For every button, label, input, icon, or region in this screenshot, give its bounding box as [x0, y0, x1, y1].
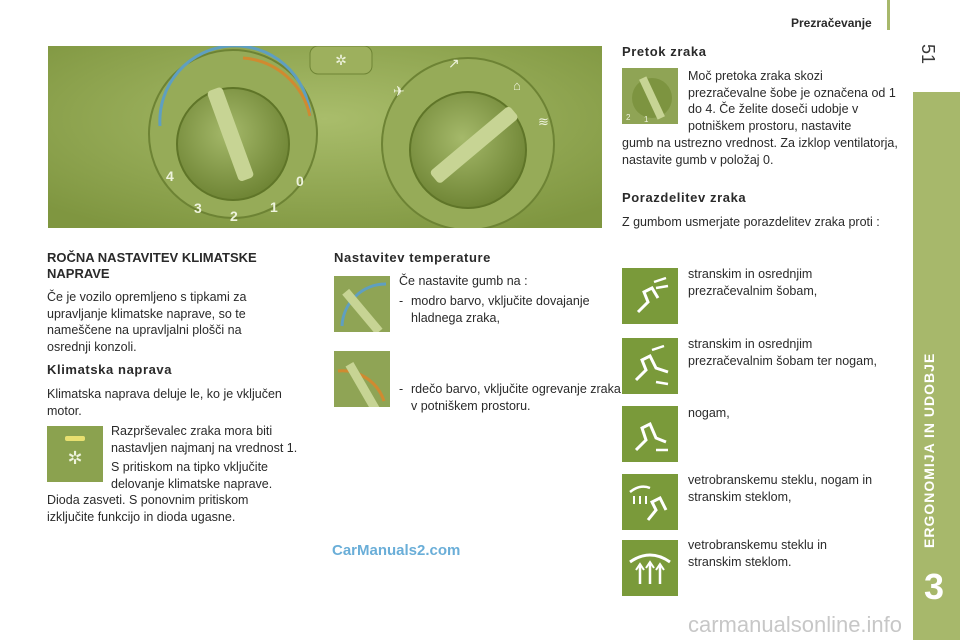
section-header-title: Prezračevanje — [791, 16, 872, 30]
distribution-heading: Porazdelitev zraka — [622, 190, 747, 205]
page-number: 51 — [918, 44, 938, 65]
face-vent-icon — [622, 268, 678, 324]
svg-text:2: 2 — [230, 208, 238, 224]
airflow-dial-image — [622, 68, 678, 124]
manual-intro-text: Če je vozilo opremljeno s tipkami za upravljanje klimatske naprave, so te nameščene na upravljalni plošči na osrednji konzoli. — [47, 290, 247, 354]
ac-text: Klimatska naprava deluje le, ko je vključen motor. — [47, 387, 282, 418]
temp-red-image — [334, 351, 390, 407]
watermark-bottom[interactable]: carmanualsonline.info — [688, 612, 903, 637]
snowflake-icon: ✲ — [67, 448, 83, 468]
distribution-item-5-text: vetrobranskemu steklu in stranskim steklom. — [688, 538, 827, 569]
chapter-label: ERGONOMIJA IN UDOBJE — [921, 352, 937, 548]
svg-text:1: 1 — [644, 115, 649, 124]
windscreen-defrost-icon — [622, 540, 678, 596]
distribution-item-2-text: stranskim in osrednjim prezračevalnim šobam ter nogam, — [688, 337, 877, 368]
svg-text:↗: ↗ — [448, 55, 460, 71]
airflow-text-indented: Moč pretoka zraka skozi prezračevalne šobe je označena od 1 do 4. Če želite doseči udobje v potniškem prostoru, nastavite — [688, 69, 896, 133]
windscreen-feet-vent-icon — [622, 474, 678, 530]
svg-text:1: 1 — [270, 199, 278, 215]
watermark-left[interactable]: CarManuals2.com — [332, 542, 461, 559]
distribution-item-4-text: vetrobranskemu steklu, nogam in stranskim steklom, — [688, 473, 873, 504]
svg-text:3: 3 — [194, 200, 202, 216]
svg-text:0: 0 — [296, 173, 304, 189]
svg-text:≋: ≋ — [538, 114, 549, 129]
chapter-number: 3 — [924, 566, 945, 607]
svg-text:✲: ✲ — [335, 52, 347, 68]
control-panel-illustration — [48, 46, 602, 228]
manual-section-title: ROČNA NASTAVITEV KLIMATSKE NAPRAVE — [47, 250, 257, 281]
airflow-heading: Pretok zraka — [622, 44, 707, 59]
ac-note-3: Dioda zasveti. S ponovnim pritiskom izključite funkcijo in dioda ugasne. — [47, 493, 249, 524]
ac-button-image — [47, 426, 103, 482]
svg-text:2: 2 — [626, 113, 631, 122]
ac-led — [65, 436, 85, 441]
temperature-heading: Nastavitev temperature — [334, 250, 491, 265]
header-rule — [887, 0, 890, 30]
feet-vent-icon — [622, 406, 678, 462]
ac-note-2: S pritiskom na tipko vključite delovanje klimatske naprave. — [111, 460, 273, 491]
distribution-item-1-text: stranskim in osrednjim prezračevalnim šobam, — [688, 267, 818, 298]
face-feet-vent-icon — [622, 338, 678, 394]
temp-intro: Če nastavite gumb na : — [399, 274, 528, 288]
dial-number-4: 4 — [166, 168, 174, 184]
ac-note-1: Razprševalec zraka mora biti nastavljen najmanj na vrednost 1. — [111, 424, 298, 455]
svg-text:✈: ✈ — [393, 83, 405, 99]
airflow-text-full: gumb na ustrezno vrednost. Za izklop ventilatorja, nastavite gumb v položaj 0. — [622, 136, 898, 167]
temp-blue-text: - modro barvo, vključite dovajanje hladnega zraka, — [399, 293, 601, 326]
ac-heading: Klimatska naprava — [47, 362, 173, 377]
distribution-item-3-text: nogam, — [688, 406, 730, 420]
control-panel-photo — [48, 46, 602, 228]
temp-blue-image — [334, 276, 390, 332]
temp-red-text: - rdečo barvo, vključite ogrevanje zraka v potniškem prostoru. — [399, 381, 621, 414]
distribution-intro: Z gumbom usmerjate porazdelitev zraka proti : — [622, 215, 880, 229]
svg-text:⌂: ⌂ — [513, 78, 521, 93]
